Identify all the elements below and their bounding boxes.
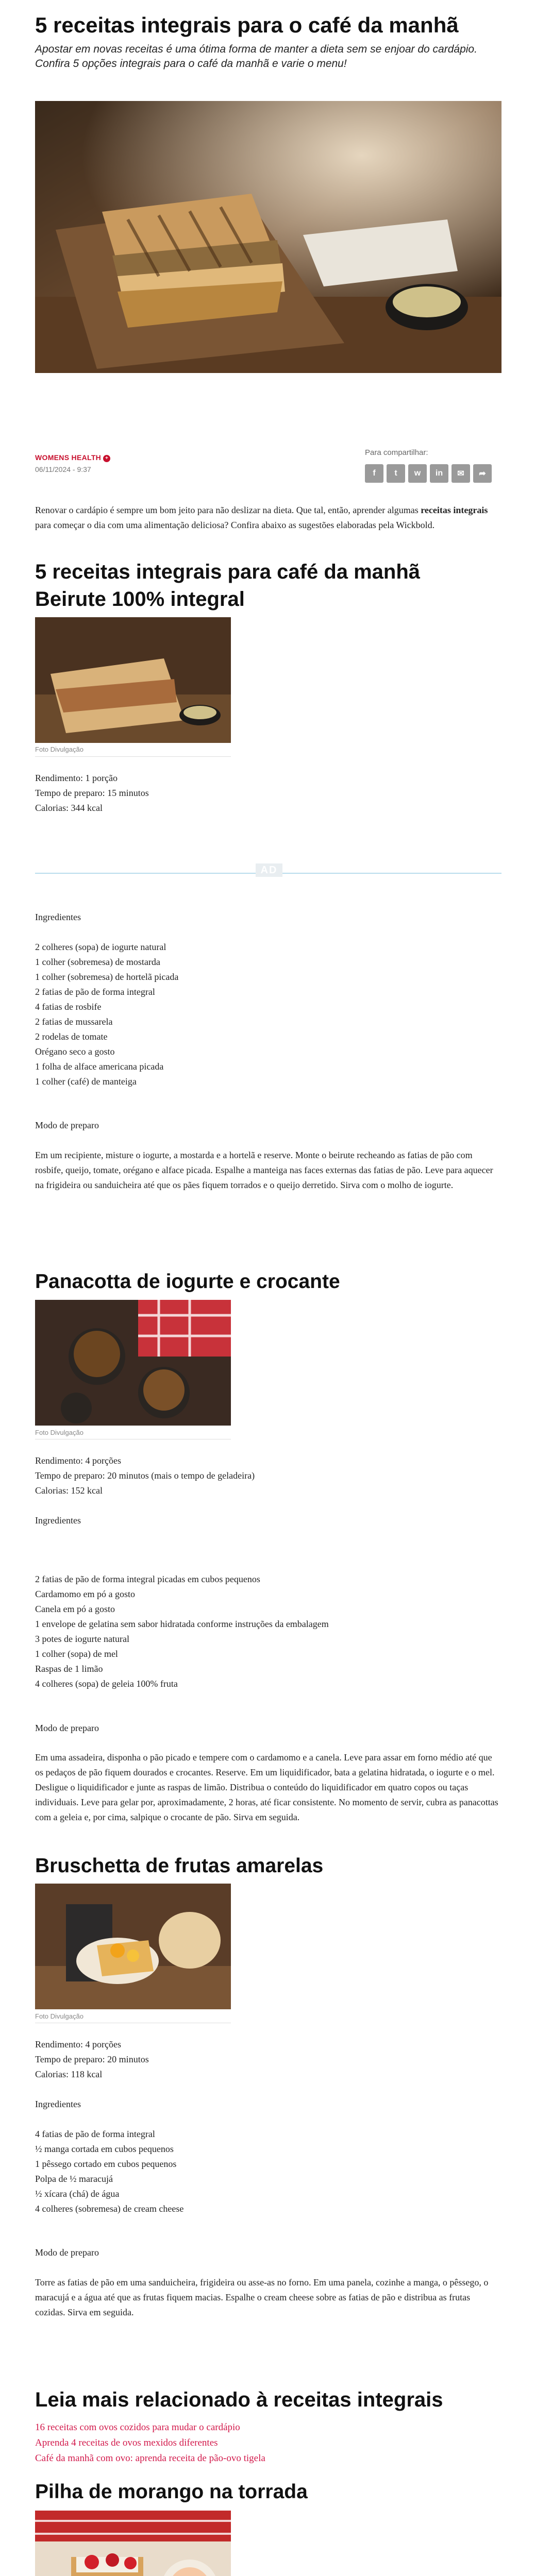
photo-caption-3: Foto Divulgação xyxy=(35,2012,83,2020)
ingredients-list-1 xyxy=(35,940,501,1089)
list-item: 1 colher (sobremesa) de mostarda xyxy=(35,957,160,967)
list-item: ½ manga cortada em cubos pequenos xyxy=(35,2144,174,2154)
list-item: 1 colher (café) de manteiga xyxy=(35,1076,137,1087)
list-item: 4 fatias de pão de forma integral xyxy=(35,2129,155,2139)
related-link[interactable]: 16 receitas com ovos cozidos para mudar o cardápio xyxy=(35,2422,240,2433)
recipe-title-3: Bruschetta de frutas amarelas xyxy=(35,1855,324,1877)
ingredients-list-2 xyxy=(35,1572,501,1691)
twitter-share-icon[interactable]: t xyxy=(387,464,405,483)
list-item: 4 fatias de rosbife xyxy=(35,1002,102,1012)
source-link[interactable]: WOMENS HEALTH + xyxy=(35,453,110,462)
list-item: 1 envelope de gelatina sem sabor hidratada conforme instruções da embalagem xyxy=(35,1619,329,1629)
list-item: 1 pêssego cortado em cubos pequenos xyxy=(35,2159,177,2169)
follow-badge-icon[interactable]: + xyxy=(103,455,110,462)
recipe-photo-2 xyxy=(35,1300,231,1426)
forward-share-icon[interactable]: ➦ xyxy=(473,464,492,483)
recipe-photo-3 xyxy=(35,1884,231,2009)
list-item: 4 colheres (sobremesa) de cream cheese xyxy=(35,2204,184,2214)
whatsapp-share-icon[interactable]: w xyxy=(408,464,427,483)
intro-keyword: receitas integrais xyxy=(421,505,488,515)
list-item: 4 colheres (sopa) de geleia 100% fruta xyxy=(35,1679,178,1689)
divider xyxy=(35,756,231,757)
related-link[interactable]: Café da manhã com ovo: aprenda receita de pão-ovo tigela xyxy=(35,2453,265,2464)
list-item: Polpa de ½ maracujá xyxy=(35,2174,113,2184)
related-links xyxy=(35,2420,265,2466)
ingredients-label-1: Ingredientes xyxy=(35,912,81,922)
byline xyxy=(35,453,110,473)
list-item: 2 rodelas de tomate xyxy=(35,1031,108,1042)
list-item: 1 colher (sobremesa) de hortelã picada xyxy=(35,972,179,982)
ingredients-label-3: Ingredientes xyxy=(35,2099,81,2109)
recipe-title-4: Pilha de morango na torrada xyxy=(35,2481,308,2503)
section-title: 5 receitas integrais para café da manhã xyxy=(35,561,421,583)
list-item: 2 fatias de pão de forma integral picadas em cubos pequenos xyxy=(35,1574,260,1584)
list-item: 3 potes de iogurte natural xyxy=(35,1634,129,1644)
article-lead: Apostar em novas receitas é uma ótima forma de manter a dieta sem se enjoar do cardápio. Confira 5 opções integrais para o café da manhã e varie o menu! xyxy=(35,43,477,70)
ingredients-label-2: Ingredientes xyxy=(35,1515,81,1526)
list-item: 2 fatias de mussarela xyxy=(35,1016,113,1027)
photo-caption-2: Foto Divulgação xyxy=(35,1429,83,1436)
ad-label: AD xyxy=(256,863,282,877)
page-title: 5 receitas integrais para o café da manhã xyxy=(35,13,459,37)
list-item: Orégano seco a gosto xyxy=(35,1046,115,1057)
recipe-photo-1 xyxy=(35,617,231,743)
recipe-title-1: Beirute 100% integral xyxy=(35,588,245,611)
intro-paragraph: Renovar o cardápio é sempre um bom jeito para não deslizar na dieta. Que tal, então, aprender algumas receitas integrais para começar o dia com uma alimentação deliciosa? Confira abaixo as sugestões elaboradas pela Wickbold. xyxy=(35,505,488,530)
email-share-icon[interactable]: ✉ xyxy=(452,464,470,483)
recipe-title-2: Panacotta de iogurte e crocante xyxy=(35,1270,340,1293)
list-item: Raspas de 1 limão xyxy=(35,1664,103,1674)
method-text-2: Em uma assadeira, disponha o pão picado e tempere com o cardamomo e a canela. Leve para assar em forno médio até que os pedaços de pão fiquem dourados e crocantes. Reserve. Em um liquidificador, bata a gelatina hidratada, o iogurte e o mel. Desligue o liquidificador e junte as raspas de limão. Distribua o conteúdo do liquidificador em quatro copos ou taças individuais. Leve para gelar por, aproximadamente, 2 horas, até ficar consistente. No momento de servir, cubra as panacottas com a geleia e, por cima, salpique o crocante de pão. Sirva em seguida. xyxy=(35,1752,498,1822)
photo-caption-1: Foto Divulgação xyxy=(35,745,83,753)
hero-image xyxy=(35,101,501,373)
facebook-share-icon[interactable]: f xyxy=(365,464,383,483)
ingredients-list-3 xyxy=(35,2127,501,2216)
related-link[interactable]: Aprenda 4 receitas de ovos mexidos diferentes xyxy=(35,2437,218,2448)
list-item: Canela em pó a gosto xyxy=(35,1604,115,1614)
list-item: 1 folha de alface americana picada xyxy=(35,1061,164,1072)
share-label: Para compartilhar: xyxy=(365,448,428,457)
recipe-info-1: Rendimento: 1 porção Tempo de preparo: 15 minutos Calorias: 344 kcal xyxy=(35,773,149,813)
list-item: Cardamomo em pó a gosto xyxy=(35,1589,135,1599)
linkedin-share-icon[interactable]: in xyxy=(430,464,448,483)
publish-date: 06/11/2024 - 9:37 xyxy=(35,465,91,473)
related-title: Leia mais relacionado à receitas integrais xyxy=(35,2388,443,2411)
list-item: ½ xícara (chá) de água xyxy=(35,2189,120,2199)
method-label-1: Modo de preparo xyxy=(35,1120,99,1130)
method-text-1: Em um recipiente, misture o iogurte, a mostarda e a hortelã e reserve. Monte o beirute recheando as fatias de pão com rosbife, queijo, tomate, orégano e alface picada. Espalhe a manteiga nas faces externas das fatias de pão. Leve para aquecer na frigideira ou sanduicheira até que os pães fiquem torrados e o queijo derretido. Sirva com o molho de iogurte. xyxy=(35,1150,493,1190)
recipe-info-2: Rendimento: 4 porções Tempo de preparo: 20 minutos (mais o tempo de geladeira) Calorias: 152 kcal xyxy=(35,1455,255,1496)
method-text-3: Torre as fatias de pão em uma sanduicheira, frigideira ou asse-as no forno. Em uma panela, cozinhe a manga, o pêssego, o maracujá e a água até que as frutas fiquem macias. Espalhe o cream cheese sobre as fatias de pão e distribua as frutas cozidas. Sirva em seguida. xyxy=(35,2277,489,2317)
recipe-info-3: Rendimento: 4 porções Tempo de preparo: 20 minutos Calorias: 118 kcal xyxy=(35,2039,149,2079)
share-box xyxy=(365,448,501,483)
list-item: 2 fatias de pão de forma integral xyxy=(35,987,155,997)
recipe-photo-4 xyxy=(35,2511,231,2576)
share-buttons xyxy=(365,464,501,483)
ad-separator xyxy=(35,863,501,876)
list-item: 2 colheres (sopa) de iogurte natural xyxy=(35,942,166,952)
method-label-3: Modo de preparo xyxy=(35,2247,99,2258)
method-label-2: Modo de preparo xyxy=(35,1723,99,1733)
list-item: 1 colher (sopa) de mel xyxy=(35,1649,118,1659)
